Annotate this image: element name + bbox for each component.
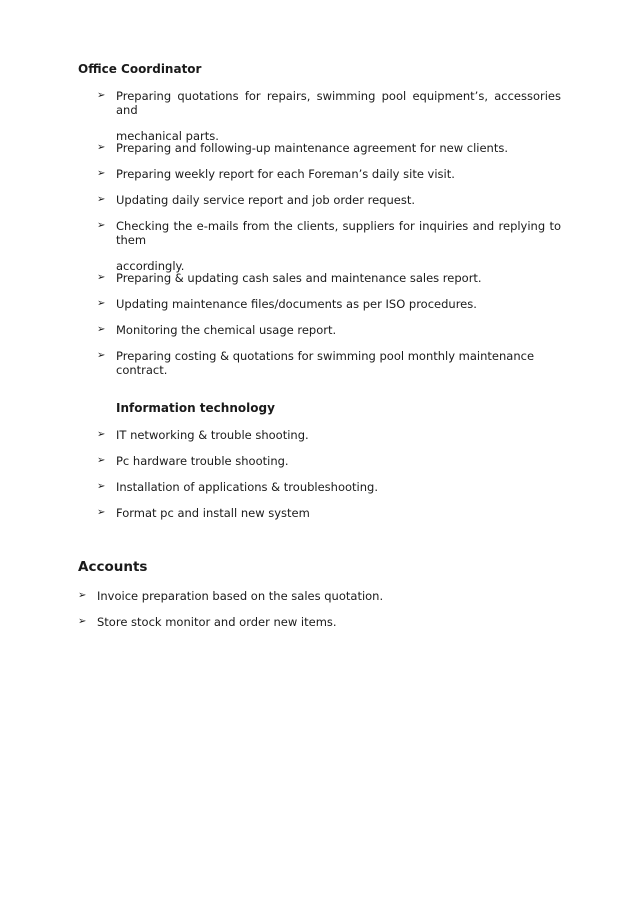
list-item [97,219,561,273]
arrow-bullet-icon: ➢ [78,590,87,601]
list-item-continuation: mechanical parts. [116,129,219,143]
list-item [97,141,567,155]
list-item-text: Preparing weekly report for each Foreman’s daily site visit. [116,167,455,181]
arrow-bullet-icon: ➢ [97,194,106,205]
list-item [97,167,567,181]
list-item-text: Format pc and install new system [116,506,310,520]
list-item-text: IT networking & trouble shooting. [116,428,309,442]
arrow-bullet-icon: ➢ [97,429,106,440]
list-item [97,506,567,520]
arrow-bullet-icon: ➢ [97,298,106,309]
list-item [78,589,568,603]
list-item-text: Invoice preparation based on the sales quotation. [97,589,384,603]
arrow-bullet-icon: ➢ [78,616,87,627]
arrow-bullet-icon: ➢ [97,350,106,361]
list-item [97,428,567,442]
list-item-text: Monitoring the chemical usage report. [116,323,337,337]
arrow-bullet-icon: ➢ [97,220,106,231]
list-item [97,454,567,468]
list-item-text: Preparing costing & quotations for swimming pool monthly maintenance contract. [116,349,535,377]
arrow-bullet-icon: ➢ [97,168,106,179]
list-item-text: Store stock monitor and order new items. [97,615,337,629]
list-item [97,89,561,143]
list-item [97,271,567,285]
information-technology-heading: Information technology [116,401,275,415]
arrow-bullet-icon: ➢ [97,272,106,283]
list-item [97,323,567,337]
accounts-heading: Accounts [78,559,148,575]
arrow-bullet-icon: ➢ [97,455,106,466]
list-item-text: Preparing & updating cash sales and maintenance sales report. [116,271,482,285]
list-item [97,349,567,377]
list-item-text: Preparing quotations for repairs, swimming pool equipment’s, accessories and [116,89,561,117]
list-item-text: Pc hardware trouble shooting. [116,454,289,468]
list-item [97,297,567,311]
list-item-continuation: accordingly. [116,259,185,273]
arrow-bullet-icon: ➢ [97,142,106,153]
list-item [97,480,567,494]
list-item-text: Checking the e-mails from the clients, suppliers for inquiries and replying to them [116,219,561,247]
office-coordinator-heading: Office Coordinator [78,62,202,76]
list-item-text: Updating maintenance files/documents as per ISO procedures. [116,297,477,311]
arrow-bullet-icon: ➢ [97,324,106,335]
list-item [97,193,567,207]
list-item-text: Installation of applications & troubleshooting. [116,480,378,494]
list-item-text: Preparing and following-up maintenance agreement for new clients. [116,141,509,155]
list-item-text: Updating daily service report and job order request. [116,193,416,207]
arrow-bullet-icon: ➢ [97,507,106,518]
arrow-bullet-icon: ➢ [97,90,106,101]
list-item [78,615,568,629]
arrow-bullet-icon: ➢ [97,481,106,492]
